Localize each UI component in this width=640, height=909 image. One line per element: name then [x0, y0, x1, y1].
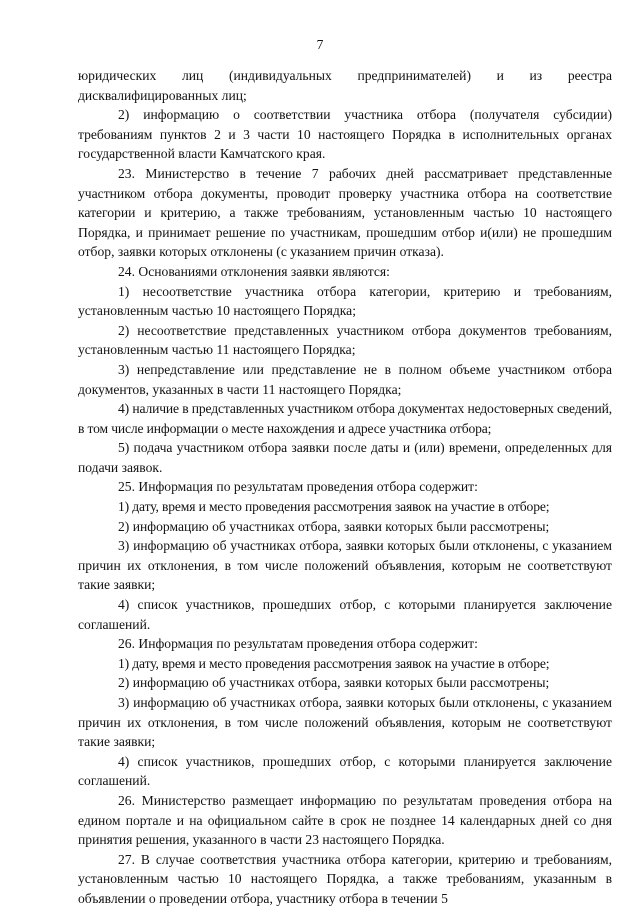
paragraph-25-item-4: 4) список участников, прошедших отбор, с которыми планируется заключение соглашений. — [78, 597, 612, 632]
paragraph-27: 27. В случае соответствия участника отбора категории, критерию и требованиям, установленным частью 10 настоящего Порядка, а также требованиям, указанным в объявлении о проведении отбора, участнику отбора в течении 5 — [78, 851, 612, 906]
paragraph-continuation: юридических лиц (индивидуальных предпринимателей) и из реестра дисквалифицированных лиц; — [78, 68, 612, 103]
paragraph-24-item-2: 2) несоответствие представленных участником отбора документов требованиям, установленным частью 11 настоящего Порядка; — [78, 322, 612, 358]
paragraph-26-item-4: 4) список участников, прошедших отбор, с которыми планируется заключение соглашений. — [78, 753, 612, 789]
paragraph-item-2-info: 2) информацию о соответствии участника отбора (получателя субсидии) требованиям пунктов 2 и 3 части 10 настоящего Порядка в исполнительных органах государственной власти Камчатского края. — [78, 107, 612, 162]
paragraph-25: 25. Информация по результатам проведения отбора содержит: — [118, 479, 478, 495]
paragraph-26: 26. Информация по результатам проведения отбора содержит: — [118, 636, 478, 652]
paragraph-23: 23. Министерство в течение 7 рабочих дней рассматривает представленные участником отбора документы, проводит проверку участника отбора на соответствие категории и критерию, а также требованиям, установленным частью 10 настоящего Порядка, и принимает решение по участникам, прошедшим отбор и(или) не прошедшим отбор, заявки которых отклонены (с указанием причин отказа). — [78, 165, 612, 260]
paragraph-24-item-5: 5) подача участником отбора заявки после даты и (или) времени, определенных для подачи заявок. — [78, 440, 612, 475]
paragraph-25-item-2: 2) информацию об участниках отбора, заявки которых были рассмотрены; — [118, 518, 550, 534]
paragraph-24-item-3: 3) непредставление или представление не в полном объеме участником отбора документов, указанных в части 11 настоящего Порядка; — [78, 361, 612, 397]
paragraph-25-item-1: 1) дату, время и место проведения рассмотрения заявок на участие в отборе; — [118, 499, 550, 515]
paragraph-26-publication: 26. Министерство размещает информацию по результатам проведения отбора на едином портале и на официальном сайте в срок не позднее 14 календарных дней со дня принятия решения, указанного в части 23 настоящего Порядка. — [78, 792, 612, 848]
paragraph-26-item-3: 3) информацию об участниках отбора, заявки которых были отклонены, с указанием причин их отклонения, в том числе положений объявления, которым не соответствуют такие заявки; — [78, 695, 612, 750]
page-number: 7 — [316, 37, 324, 52]
document-body — [78, 66, 612, 909]
paragraph-26-item-1: 1) дату, время и место проведения рассмотрения заявок на участие в отборе; — [118, 655, 550, 671]
paragraph-24: 24. Основаниями отклонения заявки являются: — [118, 263, 390, 279]
paragraph-24-item-4: 4) наличие в представленных участником отбора документах недостоверных сведений, в том числе информации о месте нахождения и адресе участника отбора; — [78, 401, 612, 436]
paragraph-24-item-1: 1) несоответствие участника отбора категории, критерию и требованиям, установленным частью 10 настоящего Порядка; — [78, 283, 612, 319]
paragraph-25-item-3: 3) информацию об участниках отбора, заявки которых были отклонены, с указанием причин их отклонения, в том числе положений объявления, которым не соответствуют такие заявки; — [78, 538, 612, 593]
paragraph-26-item-2: 2) информацию об участниках отбора, заявки которых были рассмотрены; — [118, 675, 550, 691]
